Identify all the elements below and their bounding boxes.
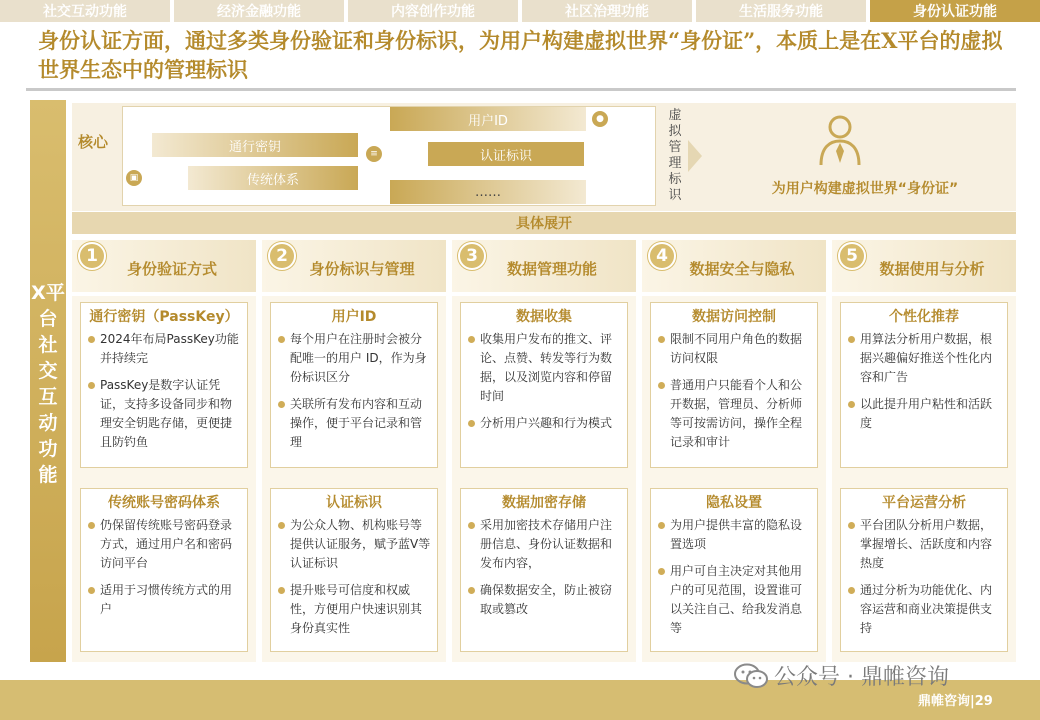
info-card — [650, 488, 818, 652]
bullet-item: 适用于习惯传统方式的用户 — [87, 581, 241, 619]
top-tab-bar — [0, 0, 1040, 22]
bullet-item: 为用户提供丰富的隐私设置选项 — [657, 516, 811, 554]
bullet-item: 收集用户发布的推文、评论、点赞、转发等行为数据，以及浏览内容和停留时间 — [467, 330, 621, 406]
card-title: 平台运营分析 — [882, 495, 966, 511]
arrow-right-icon — [688, 140, 702, 172]
bullet-item: PassKey是数字认证凭证，支持多设备同步和物理安全钥匙存储，更便捷且防钓鱼 — [87, 376, 241, 452]
step-number: 5 — [838, 242, 866, 270]
bullet-item: 限制不同用户角色的数据访问权限 — [657, 330, 811, 368]
step-number: 1 — [78, 242, 106, 270]
column-title: 身份验证方式 — [126, 260, 217, 278]
expand-banner: 具体展开 — [72, 212, 1016, 234]
bullet-item: 确保数据安全，防止被窃取或篡改 — [467, 581, 621, 619]
location-pin-icon: ● — [592, 111, 608, 127]
card-title: 认证标识 — [326, 495, 382, 511]
column-data-management — [452, 240, 636, 662]
title-divider — [26, 88, 1016, 91]
tab-life[interactable]: 生活服务功能 — [696, 0, 866, 22]
card-title: 数据访问控制 — [692, 309, 776, 325]
core-result: 为用户构建虚拟世界“身份证” — [771, 181, 959, 197]
column-body — [642, 296, 826, 662]
column-title: 数据管理功能 — [506, 260, 597, 278]
column-title: 数据使用与分析 — [879, 260, 985, 278]
column-body — [262, 296, 446, 662]
info-card — [270, 302, 438, 468]
bullet-item: 通过分析为功能优化、内容运营和商业决策提供支持 — [847, 581, 1001, 638]
tab-community[interactable]: 社区治理功能 — [522, 0, 692, 22]
tab-identity[interactable]: 身份认证功能 — [870, 0, 1040, 22]
step-number: 2 — [268, 242, 296, 270]
bullet-item: 采用加密技术存储用户注册信息、身份认证数据和发布内容， — [467, 516, 621, 573]
column-title: 身份标识与管理 — [309, 260, 415, 278]
info-card — [460, 302, 628, 468]
card-title: 数据收集 — [516, 309, 572, 325]
column-auth — [72, 240, 256, 662]
bar-userid: 用户ID — [390, 107, 586, 131]
card-title: 隐私设置 — [706, 495, 762, 511]
page-title: 身份认证方面，通过多类身份验证和身份标识，为用户构建虚拟世界“身份证”，本质上是在X平台的虚拟世界生态中的管理标识 — [38, 28, 1003, 82]
core-label: 核心 — [78, 133, 109, 151]
info-card — [650, 302, 818, 468]
info-card — [270, 488, 438, 652]
wechat-icon — [734, 663, 768, 689]
side-label: X平台社交互动功能 — [31, 282, 65, 486]
watermark-text: 公众号 · 鼎帷咨询 — [774, 665, 949, 690]
bullet-item: 仍保留传统账号密码登录方式，通过用户名和密码访问平台 — [87, 516, 241, 573]
tab-social[interactable]: 社交互动功能 — [0, 0, 170, 22]
column-identity — [262, 240, 446, 662]
tab-finance[interactable]: 经济金融功能 — [174, 0, 344, 22]
bullet-item: 平台团队分析用户数据，掌握增长、活跃度和内容热度 — [847, 516, 1001, 573]
lock-icon: ▣ — [126, 170, 142, 186]
bullet-item: 分析用户兴趣和行为模式 — [467, 414, 621, 433]
column-security — [642, 240, 826, 662]
bar-passkey: 通行密钥 — [152, 133, 358, 157]
bullet-item: 用户可自主决定对其他用户的可见范围，设置谁可以关注自己、给我发消息等 — [657, 562, 811, 638]
watermark — [734, 660, 949, 691]
step-number: 3 — [458, 242, 486, 270]
tab-content[interactable]: 内容创作功能 — [348, 0, 518, 22]
document-icon: ≡ — [366, 146, 382, 162]
bar-cert: 认证标识 — [428, 142, 584, 166]
column-analytics — [832, 240, 1016, 662]
info-card — [840, 302, 1008, 468]
info-card — [80, 488, 248, 652]
bullet-item: 普通用户只能看个人和公开数据，管理员、分析师等可按需访问，操作全程记录和审计 — [657, 376, 811, 452]
bullet-item: 提升账号可信度和权威性，方便用户快速识别其身份真实性 — [277, 581, 431, 638]
column-title: 数据安全与隐私 — [689, 260, 795, 278]
person-icon — [818, 115, 862, 167]
bullet-item: 为公众人物、机构账号等提供认证服务，赋予蓝V等认证标识 — [277, 516, 431, 573]
card-title: 通行密钥（PassKey） — [89, 309, 239, 325]
bar-more: …… — [390, 180, 586, 204]
page-number: 鼎帷咨询|29 — [918, 694, 993, 709]
bullet-item: 2024年布局PassKey功能并持续完 — [87, 330, 241, 368]
bullet-item: 关联所有发布内容和互动操作，便于平台记录和管理 — [277, 395, 431, 452]
bullet-item: 以此提升用户粘性和活跃度 — [847, 395, 1001, 433]
card-title: 数据加密存储 — [502, 495, 586, 511]
bar-traditional: 传统体系 — [188, 166, 358, 190]
info-card — [80, 302, 248, 468]
info-card — [840, 488, 1008, 652]
info-card — [460, 488, 628, 652]
card-title: 个性化推荐 — [889, 309, 959, 325]
card-title: 用户ID — [331, 309, 377, 325]
column-body — [832, 296, 1016, 662]
bullet-item: 每个用户在注册时会被分配唯一的用户 ID，作为身份标识区分 — [277, 330, 431, 387]
column-body — [452, 296, 636, 662]
vertical-label: 虚拟管理标识 — [668, 108, 682, 203]
column-body — [72, 296, 256, 662]
card-title: 传统账号密码体系 — [108, 495, 220, 511]
step-number: 4 — [648, 242, 676, 270]
bullet-item: 用算法分析用户数据，根据兴趣偏好推送个性化内容和广告 — [847, 330, 1001, 387]
